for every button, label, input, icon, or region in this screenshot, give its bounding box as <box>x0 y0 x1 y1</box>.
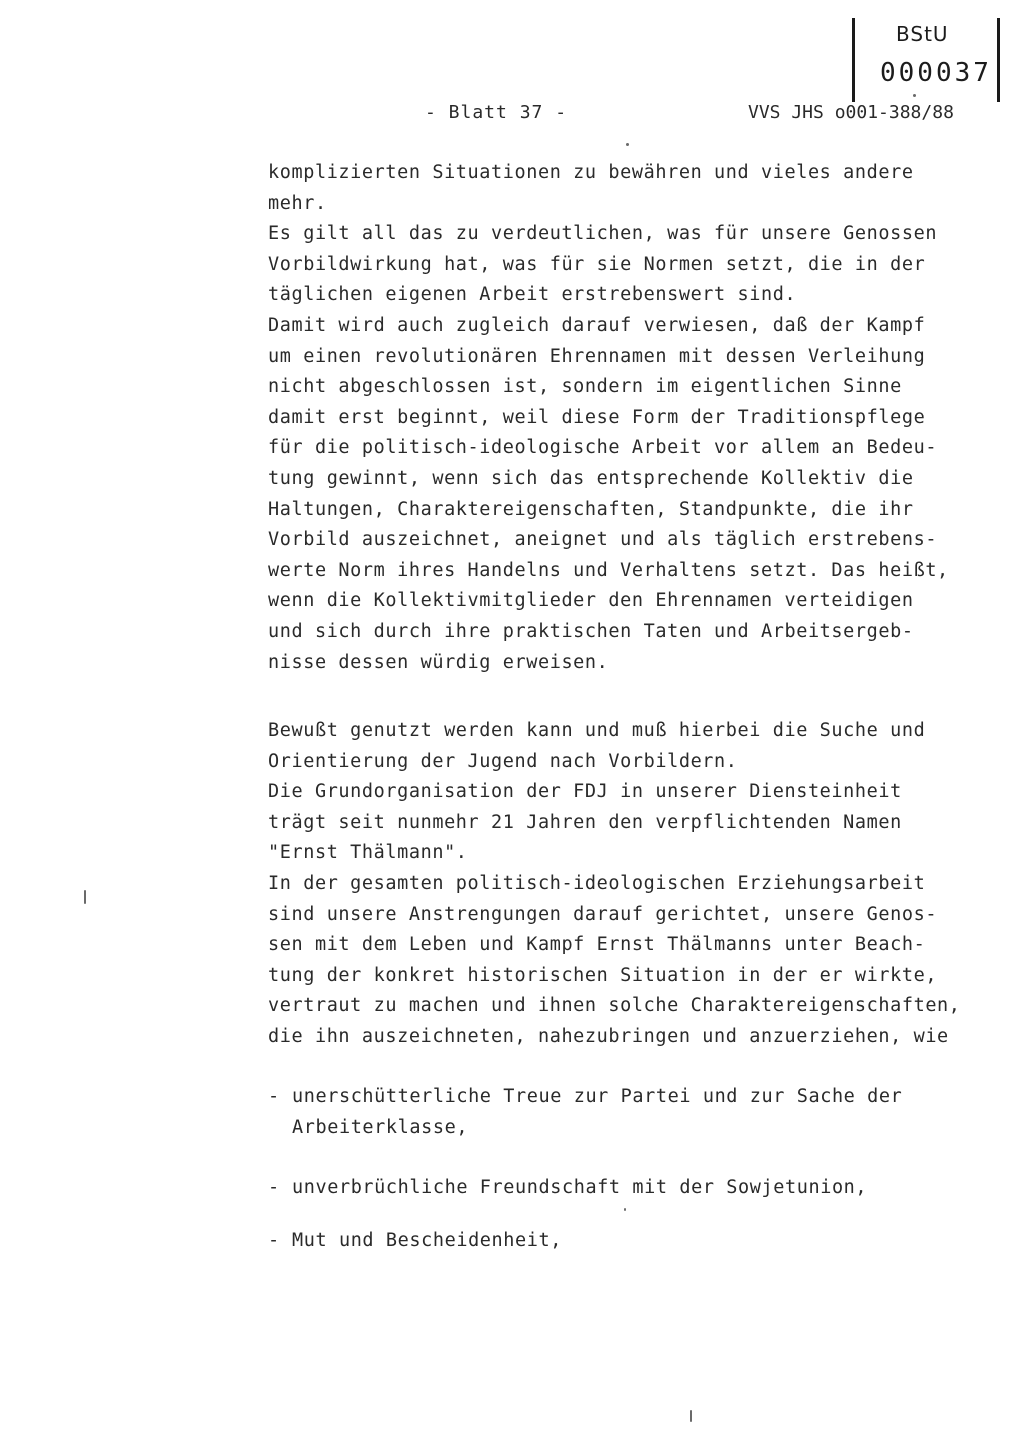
text-line: komplizierten Situationen zu bewähren und vieles andere <box>268 162 914 183</box>
scan-mark <box>690 1410 692 1422</box>
text-line: tung der konkret historischen Situation in der er wirkte, <box>268 964 938 986</box>
paragraph-2 <box>268 716 988 1053</box>
scan-mark <box>626 143 629 146</box>
scan-mark <box>84 890 86 904</box>
text-line: Damit wird auch zugleich darauf verwiesen, daß der Kampf <box>268 314 926 336</box>
list-item-text <box>292 1082 902 1143</box>
text-line: unverbrüchliche Freundschaft mit der Sowjetunion, <box>292 1177 868 1198</box>
text-line: Bewußt genutzt werden kann und muß hierbei die Suche und <box>268 720 926 741</box>
text-line: trägt seit nunmehr 21 Jahren den verpflichtenden Namen <box>268 811 902 833</box>
list-bullet: - <box>268 1086 280 1107</box>
list-bullet: - <box>268 1177 280 1198</box>
paragraph-1 <box>268 158 988 678</box>
text-line: nicht abgeschlossen ist, sondern im eigentlichen Sinne <box>268 376 902 398</box>
text-line: Haltungen, Charaktereigenschaften, Standpunkte, die ihr <box>268 498 914 520</box>
text-line: sen mit dem Leben und Kampf Ernst Thälmanns unter Beach- <box>268 934 926 956</box>
stamp-border-right <box>997 18 1000 102</box>
text-line: und sich durch ihre praktischen Taten und Arbeitsergeb- <box>268 620 914 642</box>
text-line: tung gewinnt, wenn sich das entsprechende Kollektiv die <box>268 467 914 489</box>
text-line: Vorbild auszeichnet, aneignet und als täglich erstrebens- <box>268 529 938 551</box>
text-line: werte Norm ihres Handelns und Verhaltens setzt. Das heißt, <box>268 559 949 581</box>
text-line: mehr. <box>268 192 327 214</box>
text-line: Die Grundorganisation der FDJ in unserer Diensteinheit <box>268 781 902 803</box>
text-line: Vorbildwirkung hat, was für sie Normen setzt, die in der <box>268 253 926 275</box>
text-line: "Ernst Thälmann". <box>268 842 468 864</box>
list-item-text <box>292 1226 562 1257</box>
list-bullet: - <box>268 1230 280 1251</box>
text-line: Arbeiterklasse, <box>292 1116 469 1138</box>
text-line: täglichen eigenen Arbeit erstrebenswert sind. <box>268 284 797 306</box>
stamp-number: 000037 <box>880 58 992 88</box>
text-line: damit erst beginnt, weil diese Form der Traditionspflege <box>268 406 926 428</box>
text-line: unerschütterliche Treue zur Partei und zur Sache der <box>292 1086 903 1107</box>
text-line: In der gesamten politisch-ideologischen Erziehungsarbeit <box>268 872 926 894</box>
list-item-text <box>292 1173 867 1204</box>
text-line: Orientierung der Jugend nach Vorbildern. <box>268 750 738 772</box>
scan-mark <box>913 94 916 97</box>
text-line: Es gilt all das zu verdeutlichen, was für unsere Genossen <box>268 223 938 245</box>
stamp-border-left <box>852 18 855 102</box>
text-line: um einen revolutionären Ehrennamen mit dessen Verleihung <box>268 345 926 367</box>
text-line: vertraut zu machen und ihnen solche Charaktereigenschaften, <box>268 995 961 1017</box>
page-header <box>0 102 1024 132</box>
stamp-agency: BStU <box>896 22 949 46</box>
text-line: Mut und Bescheidenheit, <box>292 1230 562 1251</box>
scan-mark <box>624 1208 626 1211</box>
document-reference: VVS JHS o001-388/88 <box>748 102 954 123</box>
text-line: wenn die Kollektivmitglieder den Ehrennamen verteidigen <box>268 590 914 612</box>
text-line: für die politisch-ideologische Arbeit vor allem an Bedeu- <box>268 437 938 459</box>
text-line: sind unsere Anstrengungen darauf gerichtet, unsere Genos- <box>268 903 938 925</box>
text-line: nisse dessen würdig erweisen. <box>268 651 609 673</box>
text-line: die ihn auszeichneten, nahezubringen und anzuerziehen, wie <box>268 1025 949 1047</box>
archive-stamp <box>852 18 1000 102</box>
page-number: - Blatt 37 - <box>425 102 568 123</box>
